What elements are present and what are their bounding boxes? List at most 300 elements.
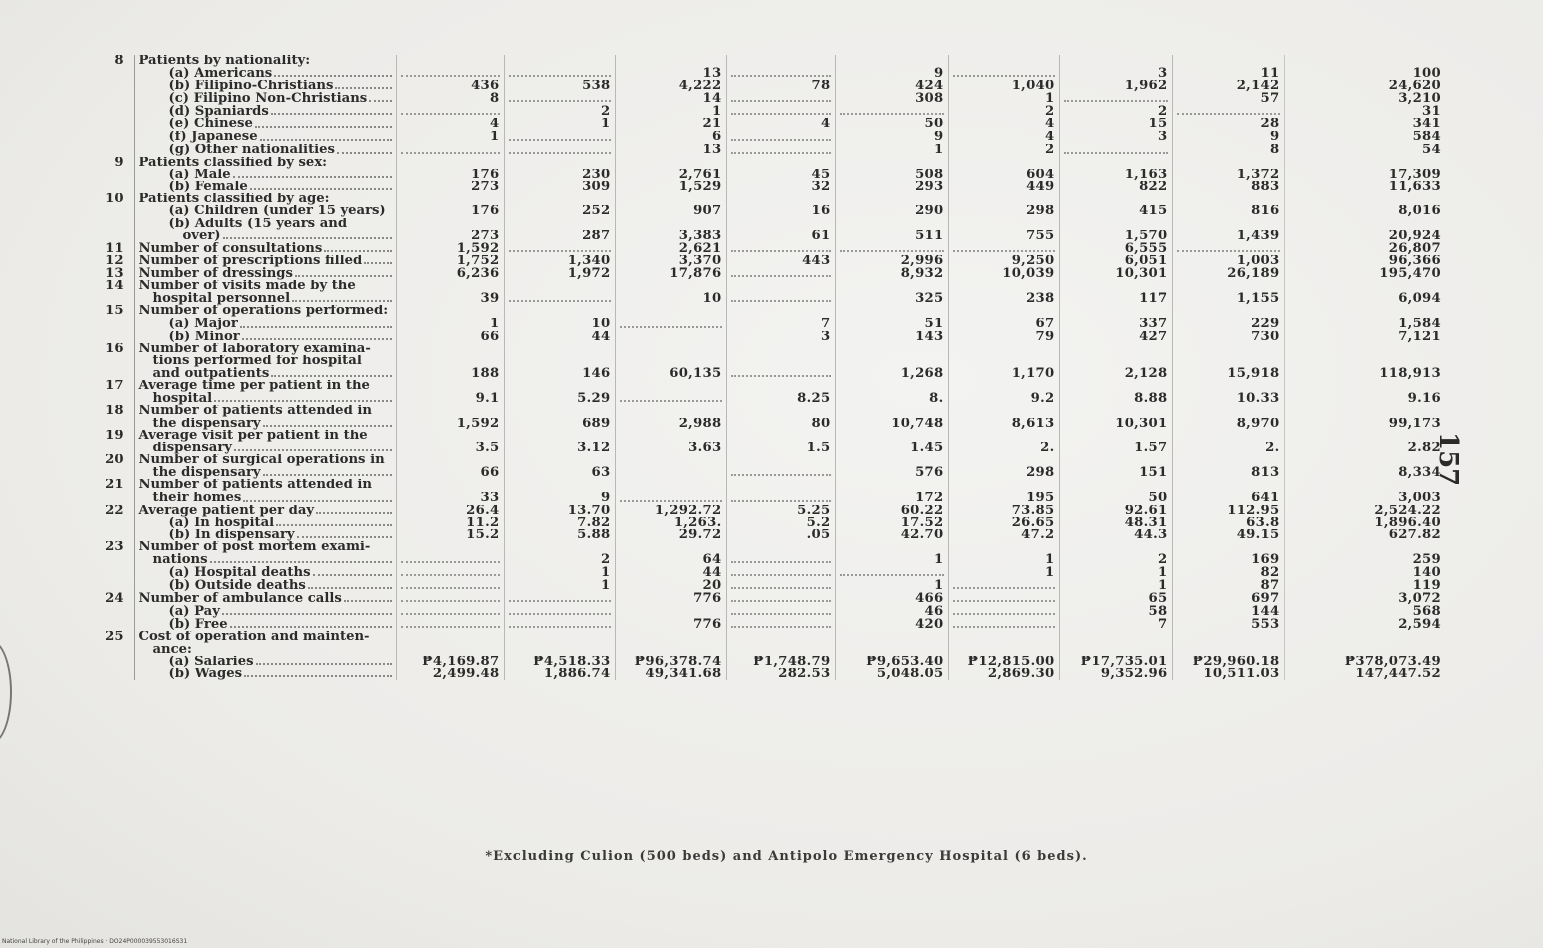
row-number <box>100 318 134 331</box>
row-label-cell <box>134 255 396 267</box>
data-cell <box>1172 242 1284 255</box>
row-label-cell <box>134 92 396 105</box>
data-cell <box>948 466 1059 479</box>
row-label-cell <box>134 305 396 317</box>
data-cell <box>504 605 615 618</box>
row-label: (a) Pay <box>168 605 220 619</box>
data-cell <box>1059 230 1172 242</box>
data-cell <box>504 541 615 553</box>
empty-cell-dots <box>509 618 611 628</box>
data-cell <box>948 242 1059 255</box>
cell-value: 9,250 <box>1011 255 1055 268</box>
data-cell <box>396 343 504 355</box>
row-label: over) <box>182 229 221 243</box>
data-cell <box>1172 505 1284 517</box>
cell-value: 2,594 <box>1398 618 1441 632</box>
cell-value: 308 <box>915 92 944 106</box>
empty-cell-dots <box>731 367 831 377</box>
leader-dots <box>274 75 391 77</box>
cell-value: 298 <box>1026 466 1055 480</box>
data-cell <box>948 318 1059 331</box>
data-cell <box>948 644 1059 656</box>
cell-value: 755 <box>1026 229 1055 243</box>
table-row <box>100 592 1445 605</box>
data-cell <box>835 492 948 505</box>
cell-value: 50 <box>1148 491 1168 505</box>
data-cell <box>726 505 835 517</box>
data-cell <box>1059 181 1172 193</box>
empty-cell-dots <box>953 618 1055 628</box>
data-cell <box>835 418 948 430</box>
data-cell <box>726 280 835 292</box>
table-row <box>100 67 1445 80</box>
data-cell <box>504 193 615 205</box>
cell-value: 273 <box>471 181 500 194</box>
data-cell <box>1284 517 1445 529</box>
data-cell <box>835 318 948 331</box>
row-number <box>100 144 134 157</box>
cell-value: 3,072 <box>1398 592 1441 606</box>
row-label: (g) Other nationalities <box>168 143 335 157</box>
data-cell <box>615 169 726 181</box>
data-cell <box>1172 230 1284 242</box>
row-label-cell <box>134 331 396 343</box>
data-cell <box>1284 405 1445 417</box>
data-cell <box>835 592 948 605</box>
data-cell <box>1059 529 1172 541</box>
data-cell <box>1284 157 1445 169</box>
cell-value: 4 <box>1045 130 1055 144</box>
data-cell <box>948 442 1059 454</box>
empty-cell-dots <box>840 105 944 115</box>
cell-value: 627.82 <box>1388 529 1441 542</box>
data-cell <box>835 343 948 355</box>
data-cell <box>835 380 948 392</box>
data-cell <box>504 280 615 292</box>
cell-value: 776 <box>693 592 722 606</box>
cell-value: ₱4,169.87 <box>422 655 500 669</box>
data-cell <box>1284 255 1445 267</box>
row-label-cell <box>134 205 396 217</box>
row-label: hospital <box>152 392 213 406</box>
data-cell <box>835 242 948 255</box>
data-cell <box>1284 579 1445 592</box>
data-cell <box>1284 131 1445 144</box>
cell-value: ₱96,378.74 <box>634 655 722 669</box>
row-label-cell <box>134 492 396 505</box>
cell-value: 2,988 <box>678 417 722 430</box>
data-cell <box>835 92 948 105</box>
empty-cell-dots <box>509 242 611 252</box>
data-cell <box>1059 479 1172 491</box>
table-row <box>100 131 1445 144</box>
row-label-cell <box>134 517 396 529</box>
leader-dots <box>364 262 391 264</box>
data-cell <box>615 442 726 454</box>
data-cell <box>835 668 948 680</box>
data-cell <box>1059 405 1172 417</box>
cell-value: 697 <box>1251 592 1280 606</box>
data-cell <box>1172 380 1284 392</box>
row-label: (b) Female <box>168 181 248 194</box>
data-cell <box>615 644 726 656</box>
data-cell <box>1172 367 1284 380</box>
data-cell <box>504 430 615 442</box>
row-label: (b) Outside deaths <box>168 579 306 593</box>
leader-dots <box>335 87 391 89</box>
cell-value: 49.15 <box>1236 529 1280 542</box>
data-cell <box>948 292 1059 305</box>
data-cell <box>1059 144 1172 157</box>
cell-value: 5.2 <box>806 516 831 530</box>
data-cell <box>504 517 615 529</box>
data-cell <box>615 305 726 317</box>
data-cell <box>726 566 835 579</box>
data-cell <box>835 230 948 242</box>
cell-value: 415 <box>1139 205 1168 218</box>
data-cell <box>1172 392 1284 405</box>
table-row <box>100 656 1445 668</box>
data-cell <box>396 618 504 631</box>
data-cell <box>1284 55 1445 67</box>
data-cell <box>1172 157 1284 169</box>
row-label-cell <box>134 592 396 605</box>
data-cell <box>1059 331 1172 343</box>
data-cell <box>396 292 504 305</box>
cell-value: 49,341.68 <box>645 668 722 681</box>
data-cell <box>1172 55 1284 67</box>
cell-value: 65 <box>1148 592 1168 606</box>
cell-value: 3 <box>821 330 831 343</box>
table-row <box>100 367 1445 380</box>
data-cell <box>726 255 835 267</box>
data-cell <box>1172 618 1284 631</box>
row-label: the dispensary <box>152 466 261 480</box>
data-cell <box>504 479 615 491</box>
data-cell <box>1284 355 1445 367</box>
cell-value: 325 <box>915 292 944 306</box>
cell-value: 2,142 <box>1236 80 1280 93</box>
cell-value: 2,128 <box>1124 367 1168 381</box>
cell-value: 1,155 <box>1236 292 1280 306</box>
data-cell <box>396 430 504 442</box>
leader-dots <box>344 600 392 602</box>
row-number <box>100 392 134 405</box>
data-cell <box>396 405 504 417</box>
data-cell <box>504 656 615 668</box>
data-cell <box>1172 355 1284 367</box>
data-cell <box>1059 80 1172 92</box>
data-cell <box>1059 367 1172 380</box>
empty-cell-dots <box>731 553 831 563</box>
cell-value: 17.52 <box>900 516 944 530</box>
cell-value: 33 <box>480 491 500 505</box>
row-label-cell <box>134 242 396 255</box>
cell-value: 13 <box>702 143 722 157</box>
empty-cell-dots <box>731 92 831 102</box>
table-row <box>100 169 1445 181</box>
data-cell <box>615 380 726 392</box>
empty-cell-dots <box>620 492 722 502</box>
data-cell <box>1059 105 1172 118</box>
empty-cell-dots <box>401 553 500 563</box>
row-label: (b) In dispensary <box>168 529 295 542</box>
data-cell <box>504 218 615 230</box>
cell-value: 11,633 <box>1388 181 1441 194</box>
data-cell <box>615 80 726 92</box>
table-row <box>100 430 1445 442</box>
data-cell <box>615 105 726 118</box>
data-cell <box>396 541 504 553</box>
data-cell <box>504 205 615 217</box>
data-cell <box>1172 105 1284 118</box>
cell-value: 5.88 <box>577 529 611 542</box>
data-cell <box>1172 492 1284 505</box>
data-cell <box>948 517 1059 529</box>
data-cell <box>615 267 726 280</box>
data-cell <box>835 517 948 529</box>
data-cell <box>948 181 1059 193</box>
data-cell <box>726 631 835 643</box>
data-cell <box>504 442 615 454</box>
data-cell <box>835 466 948 479</box>
data-cell <box>835 505 948 517</box>
empty-cell-dots <box>731 592 831 602</box>
cell-value: 100 <box>1412 67 1441 81</box>
row-number: 11 <box>105 242 124 256</box>
table-row <box>100 631 1445 643</box>
empty-cell-dots <box>731 105 831 115</box>
cell-value: 195 <box>1026 491 1055 505</box>
data-cell <box>396 118 504 130</box>
cell-value: 2 <box>1158 105 1168 119</box>
data-cell <box>615 131 726 144</box>
cell-value: 16 <box>811 205 831 218</box>
cell-value: 188 <box>471 367 500 381</box>
cell-value: 282.53 <box>778 668 831 681</box>
cell-value: 96,366 <box>1388 255 1441 268</box>
cell-value: 42.70 <box>900 529 944 542</box>
data-cell <box>1172 131 1284 144</box>
table-row <box>100 618 1445 631</box>
row-label: and outpatients <box>152 367 270 381</box>
data-cell <box>1284 454 1445 466</box>
data-cell <box>396 131 504 144</box>
cell-value: 11.2 <box>466 516 500 530</box>
table-row <box>100 380 1445 392</box>
data-cell <box>948 529 1059 541</box>
row-label: Average patient per day <box>138 504 315 517</box>
data-cell <box>726 105 835 118</box>
row-label: (c) Filipino Non-Christians <box>168 92 368 106</box>
empty-cell-dots <box>401 144 500 154</box>
empty-cell-dots <box>401 105 500 115</box>
data-cell <box>948 343 1059 355</box>
cell-value: 48.31 <box>1124 516 1168 530</box>
data-cell <box>615 466 726 479</box>
data-cell <box>615 618 726 631</box>
leader-dots <box>369 100 391 102</box>
leader-dots <box>240 326 392 328</box>
cell-value: 1,529 <box>678 181 722 194</box>
data-cell <box>726 644 835 656</box>
cell-value: 8. <box>929 392 944 406</box>
cell-value: 112.95 <box>1227 504 1280 517</box>
data-cell <box>726 668 835 680</box>
data-cell <box>396 668 504 680</box>
cell-value: 46 <box>924 605 944 619</box>
cell-value: 13 <box>702 67 722 81</box>
data-cell <box>1284 367 1445 380</box>
cell-value: 641 <box>1251 491 1280 505</box>
row-number: 24 <box>105 592 124 606</box>
data-cell <box>615 118 726 130</box>
data-cell <box>1059 242 1172 255</box>
row-number <box>100 205 134 217</box>
cell-value: 1,003 <box>1236 255 1280 268</box>
row-label: (a) Major <box>168 317 238 331</box>
data-cell <box>726 454 835 466</box>
data-cell <box>1172 579 1284 592</box>
cell-value: 2 <box>601 105 611 119</box>
data-cell <box>1284 343 1445 355</box>
data-cell <box>726 331 835 343</box>
cell-value: 9 <box>1270 130 1280 144</box>
cell-value: 26,189 <box>1227 267 1280 281</box>
data-cell <box>504 418 615 430</box>
cell-value: 51 <box>924 317 944 331</box>
cell-value: 424 <box>915 80 944 93</box>
cell-value: 60.22 <box>900 504 944 517</box>
cell-value: 907 <box>693 205 722 218</box>
data-cell <box>396 380 504 392</box>
data-cell <box>948 418 1059 430</box>
data-cell <box>1172 280 1284 292</box>
cell-value: 1,886.74 <box>543 668 611 681</box>
data-cell <box>835 355 948 367</box>
empty-cell-dots <box>731 566 831 576</box>
cell-value: 1,372 <box>1236 168 1280 182</box>
row-label: Number of operations performed: <box>138 305 389 318</box>
table-row <box>100 553 1445 566</box>
row-number <box>100 218 134 230</box>
cell-value: ₱29,960.18 <box>1192 655 1280 669</box>
data-cell <box>1172 144 1284 157</box>
row-label-cell <box>134 105 396 118</box>
data-cell <box>504 492 615 505</box>
empty-cell-dots <box>731 492 831 502</box>
data-cell <box>726 118 835 130</box>
data-cell <box>504 105 615 118</box>
data-cell <box>1059 280 1172 292</box>
empty-cell-dots <box>1064 92 1168 102</box>
empty-cell-dots <box>1177 242 1280 252</box>
data-cell <box>726 380 835 392</box>
data-cell <box>726 169 835 181</box>
data-cell <box>1172 631 1284 643</box>
cell-value: 26,807 <box>1388 242 1441 256</box>
cell-value: 229 <box>1251 317 1280 331</box>
cell-value: 5.29 <box>577 392 611 406</box>
data-cell <box>396 592 504 605</box>
data-cell <box>396 218 504 230</box>
data-cell <box>1059 292 1172 305</box>
data-cell <box>948 605 1059 618</box>
row-label-cell <box>134 292 396 305</box>
data-cell <box>396 355 504 367</box>
data-cell <box>726 343 835 355</box>
data-cell <box>615 505 726 517</box>
cell-value: 15,918 <box>1227 367 1280 381</box>
data-cell <box>1059 631 1172 643</box>
data-cell <box>615 193 726 205</box>
leader-dots <box>244 675 391 677</box>
leader-dots <box>222 613 392 615</box>
data-cell <box>1059 218 1172 230</box>
cell-value: 3.63 <box>688 442 722 455</box>
data-cell <box>835 118 948 130</box>
row-number: 20 <box>105 454 124 467</box>
cell-value: 230 <box>582 168 611 182</box>
table-row <box>100 80 1445 92</box>
cell-value: 273 <box>471 229 500 243</box>
cell-value: 1 <box>1045 92 1055 106</box>
data-cell <box>1059 454 1172 466</box>
data-cell <box>1284 605 1445 618</box>
cell-value: 4 <box>490 118 500 131</box>
data-cell <box>504 181 615 193</box>
row-label: Number of patients attended in <box>138 479 372 492</box>
data-cell <box>948 169 1059 181</box>
data-cell <box>396 553 504 566</box>
table-row <box>100 92 1445 105</box>
data-cell <box>726 442 835 454</box>
cell-value: 28 <box>1260 118 1280 131</box>
cell-value: 172 <box>915 491 944 505</box>
data-cell <box>835 566 948 579</box>
row-label: (b) Wages <box>168 668 243 681</box>
data-cell <box>948 656 1059 668</box>
data-cell <box>835 305 948 317</box>
row-label: Number of ambulance calls <box>138 592 342 606</box>
data-cell <box>726 529 835 541</box>
row-label-cell <box>134 280 396 292</box>
cell-value: 2 <box>1045 143 1055 157</box>
cell-value: 21 <box>702 118 722 131</box>
cell-value: 10,511.03 <box>1203 668 1280 681</box>
table-row <box>100 668 1445 680</box>
data-cell <box>726 430 835 442</box>
cell-value: 883 <box>1251 181 1280 194</box>
empty-cell-dots <box>731 292 831 302</box>
data-cell <box>396 517 504 529</box>
cell-value: 8.88 <box>1134 392 1168 406</box>
cell-value: 80 <box>811 417 831 430</box>
row-number <box>100 80 134 92</box>
data-cell <box>1059 566 1172 579</box>
data-cell <box>1059 592 1172 605</box>
data-cell <box>835 553 948 566</box>
data-cell <box>1059 418 1172 430</box>
data-cell <box>1059 579 1172 592</box>
data-cell <box>948 618 1059 631</box>
cell-value: 63.8 <box>1246 516 1280 530</box>
table-row <box>100 541 1445 553</box>
data-cell <box>1059 318 1172 331</box>
cell-value: 436 <box>471 80 500 93</box>
row-number: 16 <box>105 342 124 356</box>
data-cell <box>615 331 726 343</box>
